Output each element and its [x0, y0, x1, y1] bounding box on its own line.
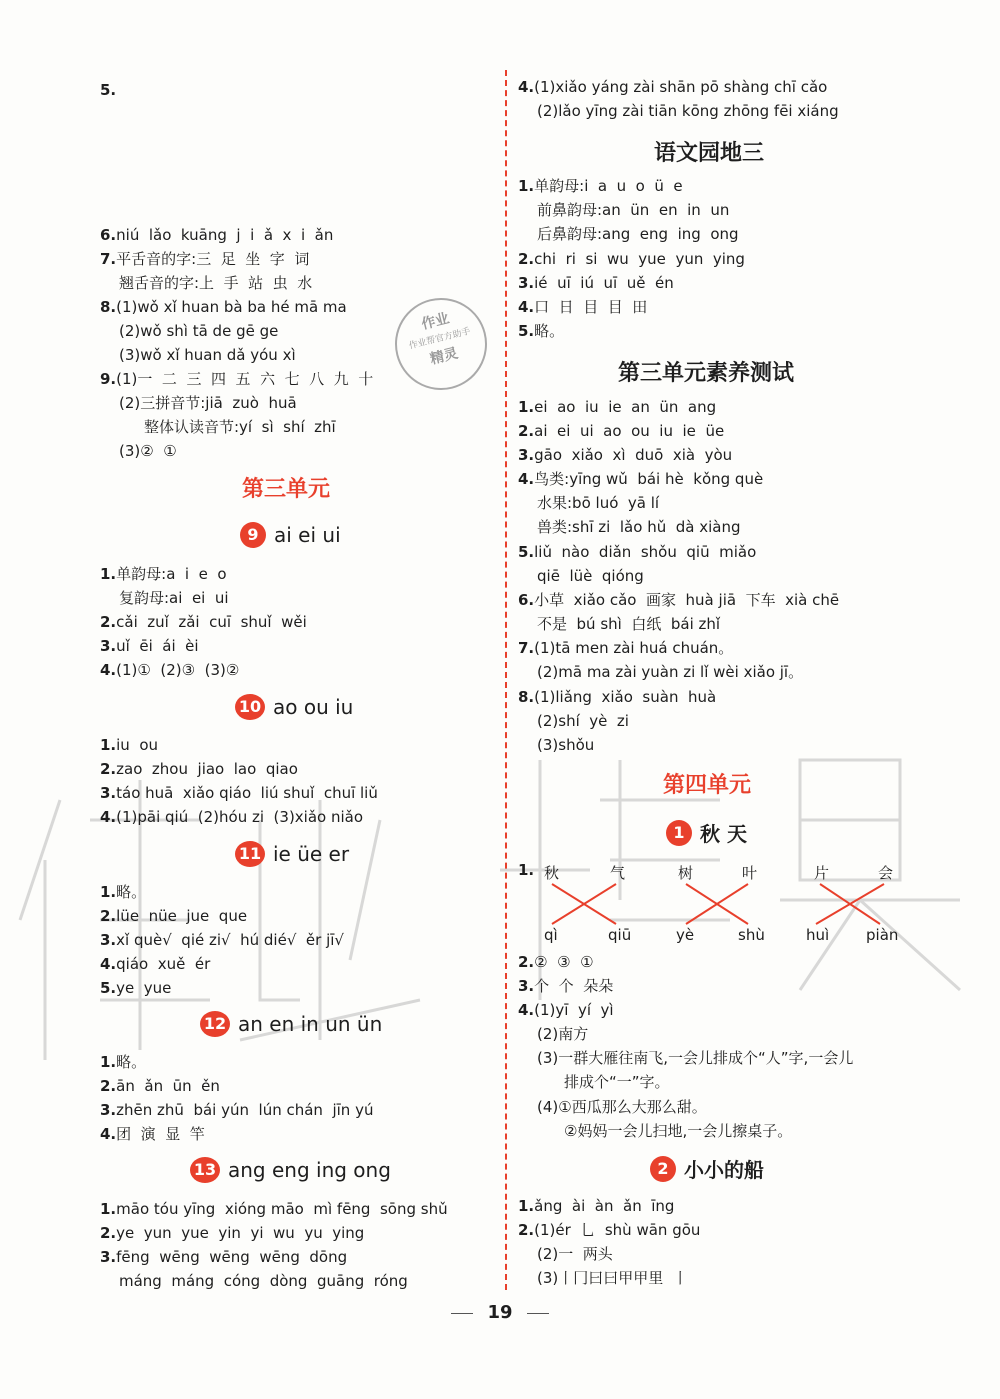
l10q3: 3.táo huā xiǎo qiáo liú shuǐ chuī liǔ [100, 784, 378, 802]
g2: 2.chi ri si wu yue yun ying [518, 250, 745, 268]
t1: 1.ei ao iu ie an ün ang [518, 398, 717, 416]
unit3-title: 第三单元 [242, 476, 331, 502]
l11q3: 3.xǐ què√ qié zi√ hú dié√ ěr jī√ [100, 931, 344, 949]
l13q1: 1.māo tóu yīng xióng māo mì fēng sōng shǔ [100, 1200, 448, 1218]
l9q2: 2.cǎi zuǐ zǎi cuī shuǐ wěi [100, 613, 307, 631]
lesson-number-badge: 2 [650, 1156, 676, 1182]
match-top-3: 叶 [742, 864, 758, 882]
lesson-9-heading: 9 ai ei ui [240, 522, 341, 548]
t5a: 5.liǔ nào diǎn shǒu qiū miǎo [518, 543, 757, 561]
l1q2: 2.② ③ ① [518, 953, 594, 971]
t4a: 4.鸟类:yīng wǔ bái hè kǒng què [518, 470, 764, 488]
match-bottom-5: piàn [866, 926, 899, 944]
t8c: (3)shǒu [537, 736, 595, 754]
g1b: 前鼻韵母:an ün en in un [537, 201, 730, 219]
stamp-seal: 作业 作业帮官方助手 精灵 [385, 288, 497, 400]
unit4-title: 第四单元 [663, 772, 752, 798]
l2q2c: (3)丨冂曰曰甲甲里 丨 [537, 1269, 688, 1287]
lesson-number-badge: 13 [190, 1157, 220, 1183]
l11q4: 4.qiáo xuě ér [100, 955, 211, 973]
lesson-10-heading: 10 ao ou iu [235, 694, 353, 720]
match-lines [552, 884, 884, 924]
l12q4: 4.团 演 显 竿 [100, 1125, 205, 1143]
q8c: (3)wǒ xǐ huan dǎ yóu xì [119, 346, 296, 364]
q5: 5. [100, 81, 117, 99]
l9q3: 3.uǐ ēi ái èi [100, 637, 199, 655]
rq4a: 4.(1)xiǎo yáng zài shān pō shàng chī cǎo [518, 78, 828, 96]
q8b: (2)wǒ shì tā de gē ge [119, 322, 279, 340]
q7b: 翘舌音的字:上 手 站 虫 水 [119, 274, 313, 292]
l2q1: 1.ǎng ài àn ǎn īng [518, 1197, 675, 1215]
q9b: (2)三拼音节:jiā zuò huā [119, 394, 297, 412]
l9q1b: 复韵母:ai ei ui [119, 589, 229, 607]
g1c: 后鼻韵母:ang eng ing ong [537, 225, 739, 243]
t2: 2.ai ei ui ao ou iu ie üe [518, 422, 725, 440]
l10q1: 1.iu ou [100, 736, 159, 754]
q7a: 7.平舌音的字:三 足 坐 字 词 [100, 250, 310, 268]
lesson-1-heading: 1 秋 天 [666, 818, 747, 847]
l1q4c: (3)一群大雁往南飞,一会儿排成个“人”字,一会儿 [537, 1049, 854, 1067]
match-top-5: 会 [878, 864, 894, 882]
t8a: 8.(1)liǎng xiǎo suàn huà [518, 688, 717, 706]
match-top-0: 秋 [544, 864, 560, 882]
test3-title: 第三单元素养测试 [618, 360, 795, 386]
l9q4: 4.(1)① (2)③ (3)② [100, 661, 240, 679]
lesson-number-badge: 10 [235, 694, 265, 720]
page-number: 19 [487, 1302, 513, 1323]
l13q2: 2.ye yun yue yin yi wu yu ying [100, 1224, 365, 1242]
g1a: 1.单韵母:i a u o ü e [518, 177, 683, 195]
l1q4e: (4)①西瓜那么大那么甜。 [537, 1098, 707, 1116]
match-bottom-1: qiū [608, 926, 632, 944]
t5b: qiē lüè qióng [537, 567, 644, 585]
lesson-11-heading: 11 ie üe er [235, 841, 349, 867]
l1q3: 3.个 个 朵朵 [518, 977, 614, 995]
t7b: (2)mā ma zài yuàn zi lǐ wèi xiǎo jī。 [537, 663, 804, 681]
t7a: 7.(1)tā men zài huá chuán。 [518, 639, 734, 657]
l10q2: 2.zao zhou jiao lao qiao [100, 760, 298, 778]
l13q3b: máng máng cóng dòng guāng róng [119, 1272, 408, 1290]
l10q4: 4.(1)pāi qiú (2)hóu zi (3)xiǎo niǎo [100, 808, 364, 826]
l11q5: 5.ye yue [100, 979, 172, 997]
t6b: 不是 bú shì 白纸 bái zhǐ [537, 615, 721, 633]
lesson-number-badge: 9 [240, 522, 266, 548]
l1q4d: 排成个“一”字。 [564, 1073, 670, 1091]
l11q2: 2.lüe nüe jue que [100, 907, 248, 925]
t3: 3.gāo xiǎo xì duō xià yòu [518, 446, 733, 464]
l2q2b: (2)一 两头 [537, 1245, 613, 1263]
l13q3a: 3.fēng wēng wēng wēng dōng [100, 1248, 348, 1266]
lesson-12-heading: 12 an en in un ün [200, 1011, 382, 1037]
g5: 5.略。 [518, 322, 565, 340]
q9a: 9.(1)一 二 三 四 五 六 七 八 九 十 [100, 370, 374, 388]
lesson-13-heading: 13 ang eng ing ong [190, 1157, 391, 1183]
garden3-title: 语文园地三 [654, 140, 765, 166]
l12q3: 3.zhēn zhū bái yún lún chán jīn yú [100, 1101, 374, 1119]
l1q4a: 4.(1)yī yí yì [518, 1001, 614, 1019]
l12q2: 2.ān ǎn ūn ěn [100, 1077, 220, 1095]
q6: 6.niú lǎo kuāng j i ǎ x i ǎn [100, 226, 334, 244]
match-top-1: 气 [610, 864, 626, 882]
column-divider [505, 70, 507, 1290]
q9d: (3)② ① [119, 442, 177, 460]
q9c: 整体认读音节:yí sì shí zhī [144, 418, 336, 436]
match-bottom-0: qì [544, 926, 558, 944]
l12q1: 1.略。 [100, 1053, 147, 1071]
t6a: 6.小草 xiǎo cǎo 画家 huà jiā 下车 xià chē [518, 591, 840, 609]
lesson-number-badge: 1 [666, 820, 692, 846]
page-footer [0, 1302, 1000, 1323]
t4b: 水果:bō luó yā lí [537, 494, 660, 512]
lesson-2-heading: 2 小小的船 [650, 1154, 764, 1183]
l1q1: 1. [518, 861, 535, 879]
l1q4b: (2)南方 [537, 1025, 589, 1043]
match-bottom-2: yè [676, 926, 695, 944]
lesson-number-badge: 11 [235, 841, 265, 867]
l9q1a: 1.单韵母:a i e o [100, 565, 227, 583]
q8a: 8.(1)wǒ xǐ huan bà ba hé mā ma [100, 298, 347, 316]
match-top-4: 片 [814, 864, 830, 882]
lesson-number-badge: 12 [200, 1011, 230, 1037]
l2q2a: 2.(1)ér 乚 shù wān gōu [518, 1221, 701, 1239]
g3: 3.ié uī iú uī uě én [518, 274, 674, 292]
g4: 4.口 日 目 目 田 [518, 298, 648, 316]
l1q4f: ②妈妈一会儿扫地,一会儿擦桌子。 [564, 1122, 793, 1140]
match-top-2: 树 [678, 864, 694, 882]
matching-exercise [520, 860, 920, 950]
match-bottom-3: shù [738, 926, 765, 944]
l11q1: 1.略。 [100, 883, 147, 901]
t8b: (2)shí yè zi [537, 712, 629, 730]
match-bottom-4: huì [806, 926, 830, 944]
t4c: 兽类:shī zi lǎo hǔ dà xiàng [537, 518, 741, 536]
rq4b: (2)lǎo yīng zài tiān kōng zhōng fēi xiáng [537, 102, 839, 120]
